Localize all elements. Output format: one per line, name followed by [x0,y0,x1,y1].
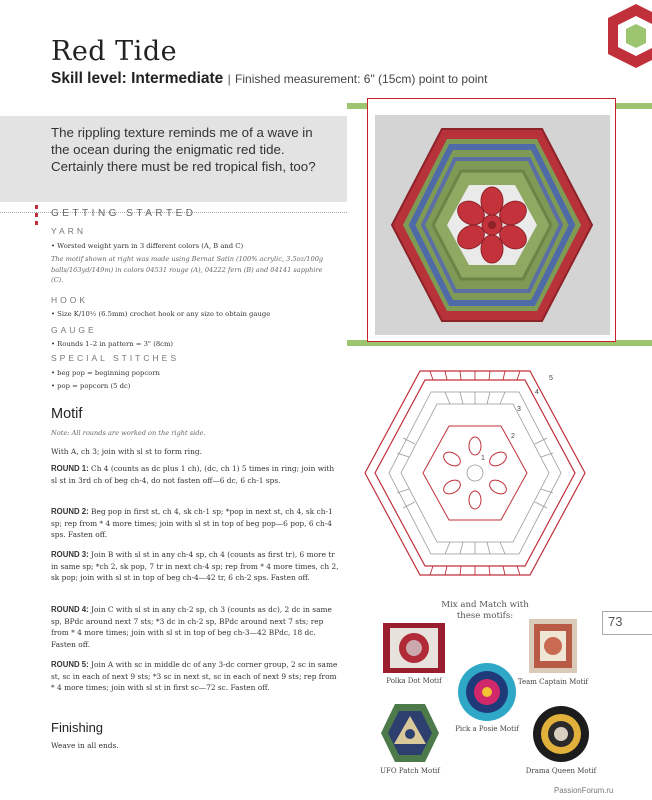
pick-a-posie-caption: Pick a Posie Motif [455,725,519,733]
finishing-text: Weave in all ends. [51,741,119,750]
intro-text: The rippling texture reminds me of a wave in the ocean during the enigmatic red tide. Certainly there must be red tropical fish, too? [51,125,316,174]
separator: | [227,72,231,86]
round-1: ROUND 1: Ch 4 (counts as dc plus 1 ch), (dc, ch 1) 5 times in ring; join with sl st in 3rd ch of beg ch-4, do not fasten off—6 dc, 6 ch-1 sps. [51,464,335,485]
red-dash-marks [35,205,39,225]
hexagon-corner-logo [606,0,652,70]
team-captain-caption: Team Captain Motif [517,678,589,686]
drama-queen-caption: Drama Queen Motif [525,767,597,775]
intro-panel [0,116,347,202]
page-number: 73 [608,614,623,629]
mix-and-match-title: Mix and Match with these motifs: [441,600,529,621]
special-stitches-heading: SPECIAL STITCHES [51,353,179,363]
motif-note: Note: All rounds are worked on the right side. [51,429,206,437]
chart-label-2: 2 [511,433,515,440]
getting-started-heading: GETTING STARTED [51,208,197,219]
team-captain-motif-image [528,618,578,674]
motif-heading: Motif [51,406,83,422]
round-2: ROUND 2: Beg pop in first st, ch 4, sk ch-1 sp; *pop in next st, ch 4, sk ch-1 sp; rep from * 4 more times; join with sl st in top of beg pop—6 pop, 6 ch-4 sps. Fasten off. [51,507,333,539]
skill-level: Skill level: Intermediate [51,70,224,87]
gauge-item: • Rounds 1–2 in pattern = 3" (8cm) [51,340,174,348]
hook-heading: HOOK [51,295,89,305]
drama-queen-motif-image [532,704,590,764]
special-stitch-2: • pop = popcorn (5 dc) [51,382,131,390]
gauge-heading: GAUGE [51,325,97,335]
chart-label-1: 1 [481,455,485,462]
skill-line [51,70,487,88]
ufo-patch-motif-image [380,702,440,764]
round-3: ROUND 3: Join B with sl st in any ch-4 sp, ch 4 (counts as first tr), 6 more tr in same sp; *ch 2, sk pop, 7 tr in next ch-4 sp; rep from * 4 more times, ch 2, sk pop; join with sl st in top of beg ch-4—42 tr, 6 ch-2 sps. Fasten off. [51,550,339,582]
round-4: ROUND 4: Join C with sl st in any ch-2 sp, ch 3 (counts as dc), 2 dc in same sp, BPdc around next 7 sts; *3 dc in ch-2 sp, BPdc around next 7 sts; rep from * 4 more times; join with sl st in top of beg ch-3—42 BPdc, 18 dc. Fasten off. [51,605,332,649]
motif-photo [375,115,610,335]
special-stitch-1: • beg pop = beginning popcorn [51,369,160,377]
yarn-heading: YARN [51,226,86,236]
motif-start: With A, ch 3; join with sl st to form ring. [51,447,202,456]
chart-label-3: 3 [517,406,521,413]
pick-a-posie-motif-image [457,660,517,724]
yarn-item: • Worsted weight yarn in 3 different colors (A, B and C) [51,242,244,250]
yarn-note: The motif shown at right was made using Bernat Satin (100% acrylic, 3.5oz/100g balls/163yd/149m) in colors 04531 rouge (A), 04222 fern (B) and 04141 sapphire (C). [51,255,324,284]
watermark: PassionForum.ru [554,786,614,795]
chart-label-5: 5 [549,375,553,382]
polka-dot-motif-image [382,622,446,674]
polka-dot-caption: Polka Dot Motif [386,677,442,685]
ufo-patch-caption: UFO Patch Motif [380,767,440,775]
finished-measurement: Finished measurement: 6" (15cm) point to point [235,72,488,86]
round-5: ROUND 5: Join A with sc in middle dc of any 3-dc corner group, 2 sc in same st, sc in each of next 9 sts; *3 sc in next st, sc in each of next 9 sts; rep from * 4 more times; join with sl st in first sc—72 sc. Fasten off. [51,660,338,692]
page-title: Red Tide [51,36,178,67]
hook-item: • Size K/10½ (6.5mm) crochet hook or any size to obtain gauge [51,310,271,318]
chart-label-4: 4 [535,389,539,396]
finishing-heading: Finishing [51,720,104,735]
crochet-chart [355,358,595,593]
